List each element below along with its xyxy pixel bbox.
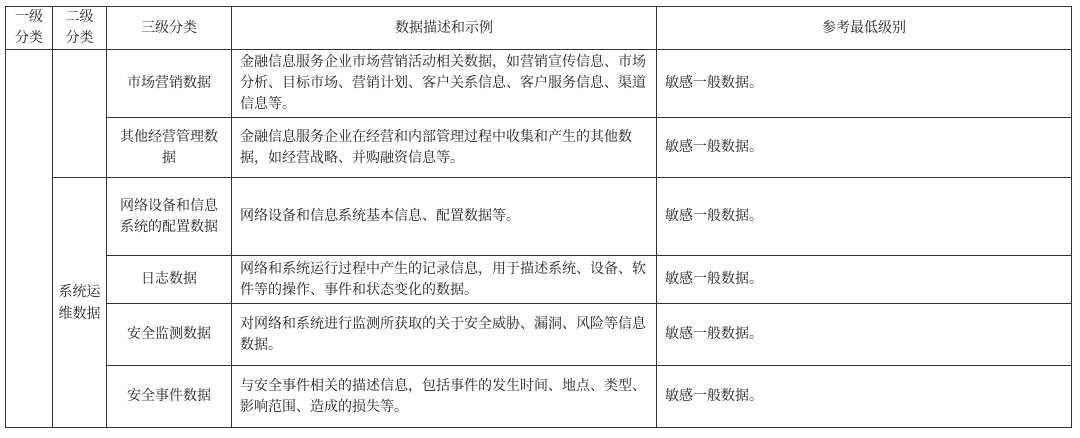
table-row [6,256,1072,304]
header-level3: 三级分类 [107,7,232,50]
header-level1-line2: 分类 [15,30,43,46]
level3-cell: 网络设备和信息系统的配置数据 [107,178,232,256]
level-cell: 敏感一般数据。 [657,118,1072,178]
header-min-level: 参考最低级别 [657,7,1072,50]
level-cell: 敏感一般数据。 [657,50,1072,118]
level1-cell [6,50,53,428]
level2-cell [53,50,107,178]
level3-cell: 日志数据 [107,256,232,304]
description-cell: 网络设备和信息系统基本信息、配置数据等。 [232,178,657,256]
table-row [6,304,1072,366]
header-level1 [6,7,53,50]
header-description: 数据描述和示例 [232,7,657,50]
level-cell: 敏感一般数据。 [657,304,1072,366]
description-cell: 对网络和系统进行监测所获取的关于安全威胁、漏洞、风险等信息数据。 [232,304,657,366]
table-row [6,50,1072,118]
level3-cell: 其他经营管理数据 [107,118,232,178]
level-cell: 敏感一般数据。 [657,366,1072,428]
description-cell: 网络和系统运行过程中产生的记录信息，用于描述系统、设备、软件等的操作、事件和状态变化的数据。 [232,256,657,304]
level-cell: 敏感一般数据。 [657,256,1072,304]
data-classification-table-wrapper [5,6,1072,428]
header-level2 [53,7,107,50]
description-cell: 与安全事件相关的描述信息，包括事件的发生时间、地点、类型、影响范围、造成的损失等。 [232,366,657,428]
header-level2-line2: 分类 [65,30,94,46]
header-level1-line1: 一级 [15,9,43,25]
data-classification-table [5,6,1072,428]
table-row [6,178,1072,256]
table-row [6,118,1072,178]
description-cell: 金融信息服务企业在经营和内部管理过程中收集和产生的其他数据，如经营战略、并购融资信息等。 [232,118,657,178]
level2-cell: 系统运维数据 [53,178,107,428]
table-header-row [6,7,1072,50]
header-level2-line1: 二级 [65,9,94,25]
table-row [6,366,1072,428]
level3-cell: 安全事件数据 [107,366,232,428]
level-cell: 敏感一般数据。 [657,178,1072,256]
level3-cell: 安全监测数据 [107,304,232,366]
description-cell: 金融信息服务企业市场营销活动相关数据，如营销宣传信息、市场分析、目标市场、营销计划、客户关系信息、客户服务信息、渠道信息等。 [232,50,657,118]
level3-cell: 市场营销数据 [107,50,232,118]
